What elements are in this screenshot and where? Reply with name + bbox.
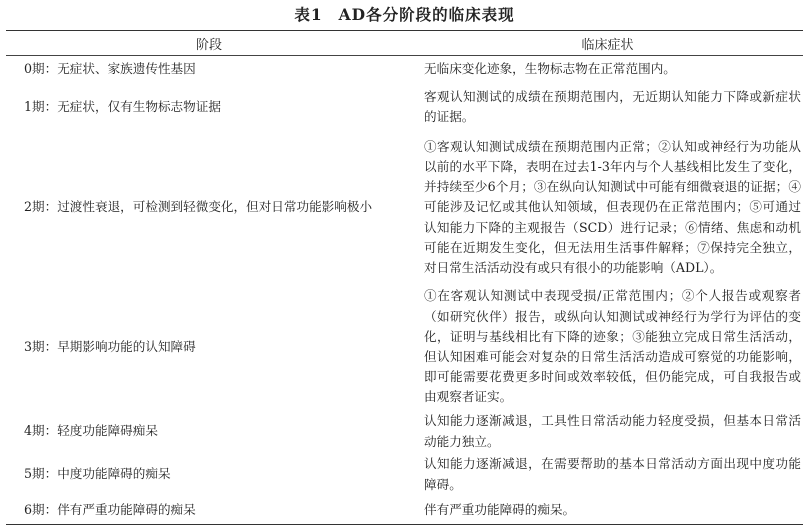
table-row	[6, 453, 803, 496]
symptom-cell: ①在客观认知测试中表现受损/正常范围内；②个人报告或观察者（如研究伙伴）报告，或纵向认知测试或神经行为学行为评估的变化，证明与基线相比有下降的迹象；③能独立完成日常生活活动，但认知困难可能会对复杂的日常生活活动造成可察觉的功能影响，即可能需要花费更多时间或效率较低，但仍能完成，可自我报告或由观察者证实。	[424, 288, 801, 405]
table-number: 表1	[294, 5, 323, 24]
symptom-cell: 认知能力逐渐减退，工具性日常活动能力轻度受损，但基本日常活动能力独立。	[424, 413, 801, 449]
table-header-row	[6, 31, 803, 56]
table-title: AD各分阶段的临床表现	[338, 5, 515, 24]
table-caption	[6, 0, 803, 30]
stage-cell: 4期：轻度功能障碍痴呆	[24, 423, 158, 439]
symptom-cell: 无临床变化迹象，生物标志物在正常范围内。	[424, 61, 676, 77]
ad-stages-table	[6, 30, 803, 525]
table-row	[6, 56, 803, 84]
stage-cell: 1期：无症状，仅有生物标志物证据	[24, 98, 221, 114]
symptom-cell: 客观认知测试的成绩在预期范围内，无近期认知能力下降或新症状的证据。	[424, 88, 801, 124]
table-row	[6, 410, 803, 453]
table-row	[6, 131, 803, 284]
symptom-cell: 伴有严重功能障碍的痴呆。	[424, 501, 576, 517]
stage-cell: 0期：无症状、家族遗传性基因	[24, 61, 196, 77]
header-stage: 阶段	[195, 37, 222, 53]
symptom-cell: ①客观认知测试成绩在预期范围内正常；②认知或神经行为功能从以前的水平下降，表明在过去1-3年内与个人基线相比发生了变化，并持续至少6个月；③在纵向认知测试中可能有细微衰退的证据；④可能涉及记忆或其他认知领域，但表现仍在正常范围内；⑤可通过认知能力下降的主观报告（SCD）进行记录；⑥情绪、焦虑和动机可能在近期发生变化，但无法用生活事件解释；⑦保持完全独立，对日常生活活动没有或只有很小的功能影响（ADL）。	[424, 138, 801, 275]
table-row	[6, 496, 803, 525]
table-row	[6, 284, 803, 410]
header-symptom: 临床症状	[581, 37, 634, 53]
stage-cell: 2期：过渡性衰退，可检测到轻微变化，但对日常功能影响极小	[24, 199, 373, 215]
table-row	[6, 83, 803, 131]
stage-cell: 3期：早期影响功能的认知障碍	[24, 338, 196, 354]
stage-cell: 6期：伴有严重功能障碍的痴呆	[24, 501, 196, 517]
symptom-cell: 认知能力逐渐减退，在需要帮助的基本日常活动方面出现中度功能障碍。	[424, 456, 801, 492]
stage-cell: 5期：中度功能障碍的痴呆	[24, 466, 171, 482]
